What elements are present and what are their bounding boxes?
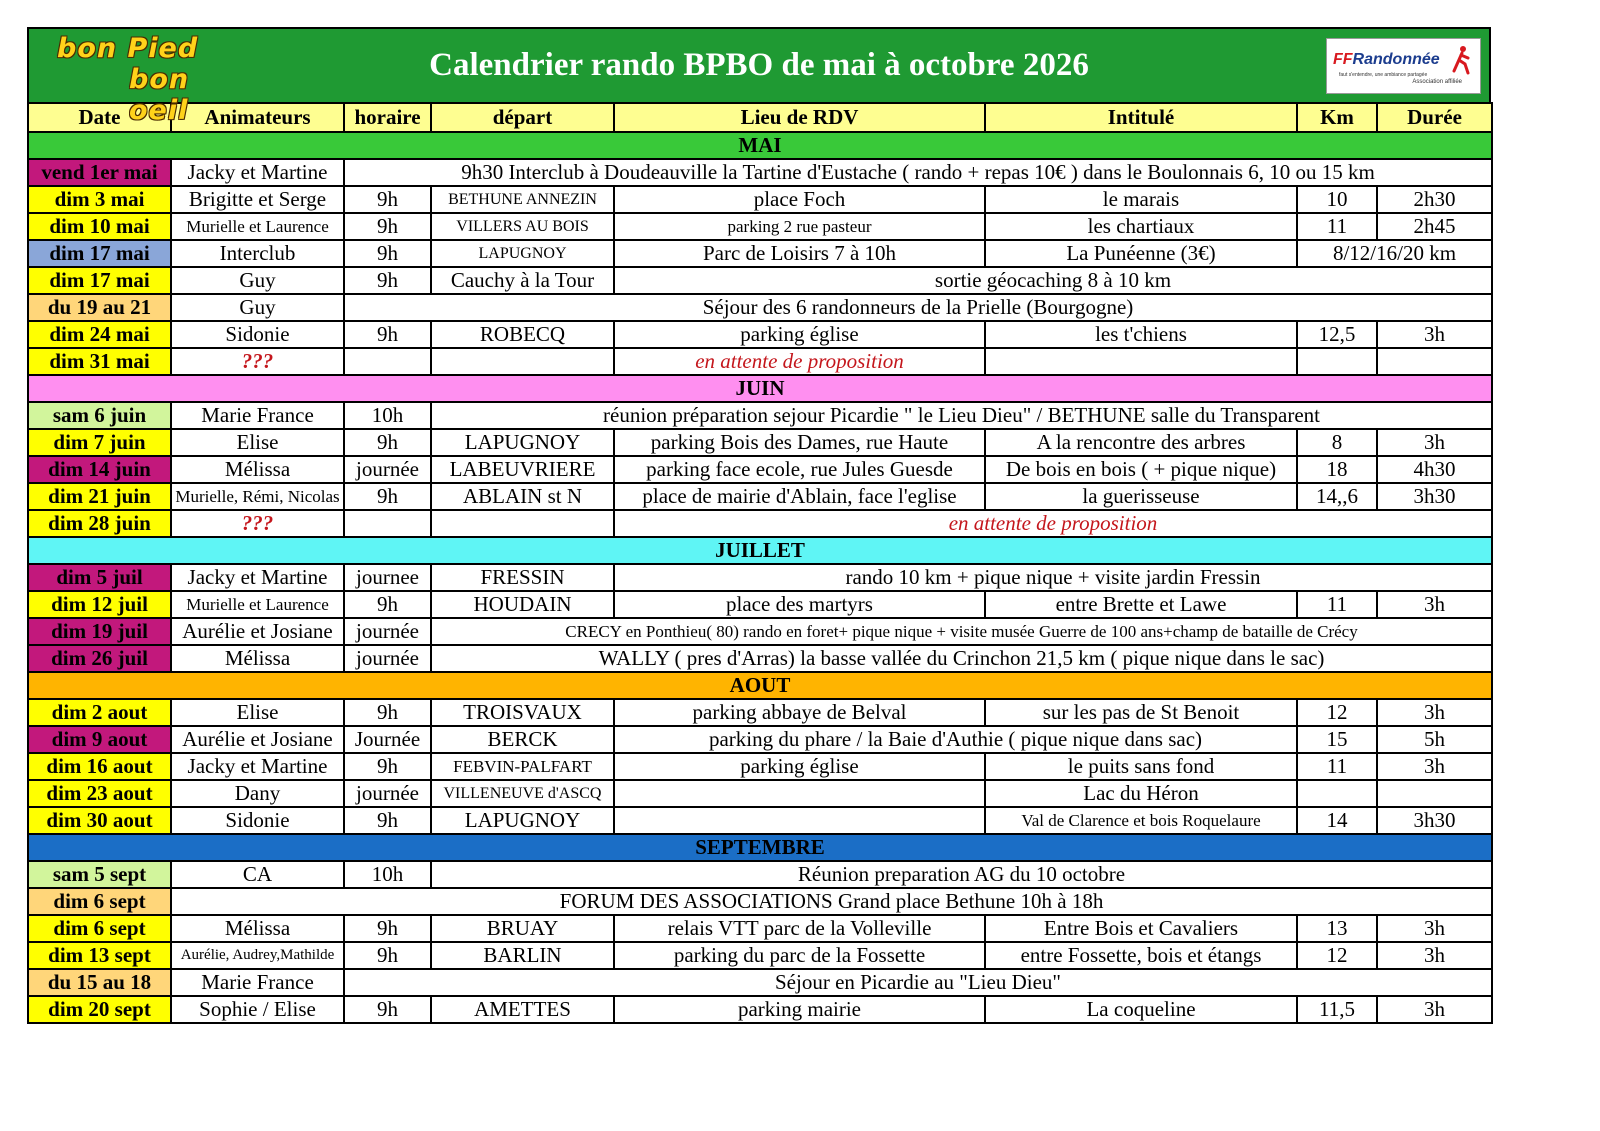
intitule-cell: De bois en bois ( + pique nique) bbox=[985, 456, 1297, 483]
km-cell bbox=[1297, 348, 1377, 375]
date-cell: dim 7 juin bbox=[28, 429, 171, 456]
month-row bbox=[28, 132, 1492, 159]
table-row bbox=[28, 321, 1492, 348]
horaire-cell: 9h bbox=[344, 699, 431, 726]
horaire-cell: 9h bbox=[344, 483, 431, 510]
date-cell: dim 13 sept bbox=[28, 942, 171, 969]
table-row bbox=[28, 456, 1492, 483]
ffr-affiliation: Association affiliée bbox=[1412, 79, 1462, 85]
table-row bbox=[28, 348, 1492, 375]
table-row bbox=[28, 915, 1492, 942]
animateurs-cell: Elise bbox=[171, 699, 344, 726]
animateurs-cell: Mélissa bbox=[171, 915, 344, 942]
date-cell: dim 3 mai bbox=[28, 186, 171, 213]
event-cell: rando 10 km + pique nique + visite jardin Fressin bbox=[614, 564, 1492, 591]
ffrandonnee-logo bbox=[1326, 38, 1481, 94]
lieu-cell: parking abbaye de Belval bbox=[614, 699, 985, 726]
lieu-cell: place Foch bbox=[614, 186, 985, 213]
ffr-brand: FFRandonnée bbox=[1333, 51, 1440, 68]
date-cell: dim 14 juin bbox=[28, 456, 171, 483]
event-cell: FORUM DES ASSOCIATIONS Grand place Bethune 10h à 18h bbox=[171, 888, 1492, 915]
table-row bbox=[28, 753, 1492, 780]
date-cell: dim 28 juin bbox=[28, 510, 171, 537]
event-cell: WALLY ( pres d'Arras) la basse vallée du Crinchon 21,5 km ( pique nique dans le sac) bbox=[431, 645, 1492, 672]
table-row bbox=[28, 942, 1492, 969]
date-cell: dim 16 aout bbox=[28, 753, 171, 780]
date-cell: du 15 au 18 bbox=[28, 969, 171, 996]
event-cell: Séjour des 6 randonneurs de la Prielle (Bourgogne) bbox=[344, 294, 1492, 321]
animateurs-cell: Murielle et Laurence bbox=[171, 213, 344, 240]
logo-line-1: bon Pied bbox=[57, 33, 199, 64]
km-duree-cell: 8/12/16/20 km bbox=[1297, 240, 1492, 267]
horaire-cell: 9h bbox=[344, 915, 431, 942]
horaire-cell bbox=[344, 348, 431, 375]
date-cell: dim 6 sept bbox=[28, 915, 171, 942]
table-row bbox=[28, 888, 1492, 915]
depart-cell: LAPUGNOY bbox=[431, 807, 614, 834]
lieu-cell: place des martyrs bbox=[614, 591, 985, 618]
duree-cell: 3h30 bbox=[1377, 807, 1492, 834]
animateurs-cell: Sidonie bbox=[171, 807, 344, 834]
animateurs-cell: Mélissa bbox=[171, 456, 344, 483]
table-row bbox=[28, 267, 1492, 294]
table-row bbox=[28, 996, 1492, 1023]
month-label: SEPTEMBRE bbox=[28, 834, 1492, 861]
month-label: AOUT bbox=[28, 672, 1492, 699]
km-cell: 15 bbox=[1297, 726, 1377, 753]
horaire-cell: 9h bbox=[344, 240, 431, 267]
km-cell: 10 bbox=[1297, 186, 1377, 213]
intitule-cell: entre Fossette, bois et étangs bbox=[985, 942, 1297, 969]
km-cell: 12,5 bbox=[1297, 321, 1377, 348]
animateurs-cell: Marie France bbox=[171, 402, 344, 429]
table-row bbox=[28, 186, 1492, 213]
duree-cell: 3h bbox=[1377, 321, 1492, 348]
km-cell: 14 bbox=[1297, 807, 1377, 834]
depart-cell: TROISVAUX bbox=[431, 699, 614, 726]
animateurs-cell: CA bbox=[171, 861, 344, 888]
column-header: Lieu de RDV bbox=[614, 103, 985, 132]
animateurs-cell: Aurélie et Josiane bbox=[171, 726, 344, 753]
intitule-cell: Entre Bois et Cavaliers bbox=[985, 915, 1297, 942]
animateurs-cell: ??? bbox=[171, 510, 344, 537]
date-cell: dim 31 mai bbox=[28, 348, 171, 375]
duree-cell: 3h bbox=[1377, 591, 1492, 618]
duree-cell bbox=[1377, 348, 1492, 375]
event-cell: CRECY en Ponthieu( 80) rando en foret+ pique nique + visite musée Guerre de 100 ans+champ de bataille de Crécy bbox=[431, 618, 1492, 645]
logo-line-2: bon oeil bbox=[129, 64, 190, 126]
horaire-cell: 9h bbox=[344, 186, 431, 213]
lieu-cell: en attente de proposition bbox=[614, 348, 985, 375]
km-cell: 18 bbox=[1297, 456, 1377, 483]
table-row bbox=[28, 780, 1492, 807]
month-row bbox=[28, 375, 1492, 402]
animateurs-cell: Aurélie et Josiane bbox=[171, 618, 344, 645]
table-row bbox=[28, 969, 1492, 996]
km-cell: 13 bbox=[1297, 915, 1377, 942]
animateurs-cell: Sophie / Elise bbox=[171, 996, 344, 1023]
table-row bbox=[28, 483, 1492, 510]
intitule-cell: sur les pas de St Benoit bbox=[985, 699, 1297, 726]
month-label: MAI bbox=[28, 132, 1492, 159]
horaire-cell: 10h bbox=[344, 402, 431, 429]
horaire-cell: journee bbox=[344, 564, 431, 591]
km-cell: 11 bbox=[1297, 591, 1377, 618]
lieu-cell: relais VTT parc de la Volleville bbox=[614, 915, 985, 942]
horaire-cell: 9h bbox=[344, 321, 431, 348]
animateurs-cell: ??? bbox=[171, 348, 344, 375]
month-label: JUIN bbox=[28, 375, 1492, 402]
duree-cell bbox=[1377, 780, 1492, 807]
duree-cell: 2h45 bbox=[1377, 213, 1492, 240]
duree-cell: 3h bbox=[1377, 915, 1492, 942]
event-cell: en attente de proposition bbox=[614, 510, 1492, 537]
horaire-cell: 9h bbox=[344, 429, 431, 456]
horaire-cell: journée bbox=[344, 456, 431, 483]
column-header: Km bbox=[1297, 103, 1377, 132]
event-cell: sortie géocaching 8 à 10 km bbox=[614, 267, 1492, 294]
date-cell: dim 2 aout bbox=[28, 699, 171, 726]
lieu-cell: parking face ecole, rue Jules Guesde bbox=[614, 456, 985, 483]
event-cell: réunion préparation sejour Picardie " le Lieu Dieu" / BETHUNE salle du Transparent bbox=[431, 402, 1492, 429]
animateurs-cell: Brigitte et Serge bbox=[171, 186, 344, 213]
date-cell: vend 1er mai bbox=[28, 159, 171, 186]
km-cell: 14,,6 bbox=[1297, 483, 1377, 510]
duree-cell: 4h30 bbox=[1377, 456, 1492, 483]
column-header: départ bbox=[431, 103, 614, 132]
depart-cell: HOUDAIN bbox=[431, 591, 614, 618]
depart-cell: LAPUGNOY bbox=[431, 240, 614, 267]
duree-cell: 3h bbox=[1377, 996, 1492, 1023]
lieu-cell: parking 2 rue pasteur bbox=[614, 213, 985, 240]
horaire-cell: 9h bbox=[344, 213, 431, 240]
depart-cell: BERCK bbox=[431, 726, 614, 753]
depart-cell: BRUAY bbox=[431, 915, 614, 942]
table-row bbox=[28, 294, 1492, 321]
depart-cell: LAPUGNOY bbox=[431, 429, 614, 456]
animateurs-cell: Marie France bbox=[171, 969, 344, 996]
date-cell: dim 5 juil bbox=[28, 564, 171, 591]
page-title: Calendrier rando BPBO de mai à octobre 2026 bbox=[429, 47, 1089, 83]
intitule-cell: la guerisseuse bbox=[985, 483, 1297, 510]
table-row bbox=[28, 429, 1492, 456]
intitule-cell: le marais bbox=[985, 186, 1297, 213]
depart-cell: FRESSIN bbox=[431, 564, 614, 591]
animateurs-cell: Jacky et Martine bbox=[171, 564, 344, 591]
depart-cell: LABEUVRIERE bbox=[431, 456, 614, 483]
lieu-cell: Parc de Loisirs 7 à 10h bbox=[614, 240, 985, 267]
km-cell: 11 bbox=[1297, 213, 1377, 240]
depart-cell: ABLAIN st N bbox=[431, 483, 614, 510]
table-row bbox=[28, 618, 1492, 645]
hiker-icon bbox=[1450, 45, 1472, 75]
animateurs-cell: Mélissa bbox=[171, 645, 344, 672]
animateurs-cell: Interclub bbox=[171, 240, 344, 267]
intitule-cell: Lac du Héron bbox=[985, 780, 1297, 807]
date-cell: dim 30 aout bbox=[28, 807, 171, 834]
depart-cell: ROBECQ bbox=[431, 321, 614, 348]
depart-cell: BARLIN bbox=[431, 942, 614, 969]
intitule-cell: Val de Clarence et bois Roquelaure bbox=[985, 807, 1297, 834]
km-cell: 11 bbox=[1297, 753, 1377, 780]
column-header: Intitulé bbox=[985, 103, 1297, 132]
horaire-cell: 9h bbox=[344, 942, 431, 969]
horaire-cell: journée bbox=[344, 645, 431, 672]
km-cell: 8 bbox=[1297, 429, 1377, 456]
duree-cell: 3h bbox=[1377, 429, 1492, 456]
column-header: Animateurs bbox=[171, 103, 344, 132]
lieu-cell: parking du parc de la Fossette bbox=[614, 942, 985, 969]
table-row bbox=[28, 645, 1492, 672]
date-cell: dim 24 mai bbox=[28, 321, 171, 348]
animateurs-cell: Sidonie bbox=[171, 321, 344, 348]
animateurs-cell: Jacky et Martine bbox=[171, 159, 344, 186]
date-cell: dim 17 mai bbox=[28, 240, 171, 267]
date-cell: dim 20 sept bbox=[28, 996, 171, 1023]
table-row bbox=[28, 807, 1492, 834]
km-cell: 11,5 bbox=[1297, 996, 1377, 1023]
duree-cell: 5h bbox=[1377, 726, 1492, 753]
ffr-tagline: faut s'entendre, une ambiance partagée bbox=[1339, 72, 1428, 78]
horaire-cell: 9h bbox=[344, 996, 431, 1023]
duree-cell: 3h bbox=[1377, 753, 1492, 780]
lieu-cell: parking mairie bbox=[614, 996, 985, 1023]
animateurs-cell: Jacky et Martine bbox=[171, 753, 344, 780]
km-cell bbox=[1297, 780, 1377, 807]
animateurs-cell: Dany bbox=[171, 780, 344, 807]
km-cell: 12 bbox=[1297, 699, 1377, 726]
depart-cell: VILLERS AU BOIS bbox=[431, 213, 614, 240]
intitule-cell: A la rencontre des arbres bbox=[985, 429, 1297, 456]
table-row bbox=[28, 213, 1492, 240]
depart-cell: VILLENEUVE d'ASCQ bbox=[431, 780, 614, 807]
column-header: horaire bbox=[344, 103, 431, 132]
horaire-cell: journée bbox=[344, 618, 431, 645]
depart-cell bbox=[431, 510, 614, 537]
table-row bbox=[28, 699, 1492, 726]
horaire-cell: journée bbox=[344, 780, 431, 807]
date-cell: dim 19 juil bbox=[28, 618, 171, 645]
duree-cell: 3h bbox=[1377, 699, 1492, 726]
duree-cell: 2h30 bbox=[1377, 186, 1492, 213]
intitule-cell: le puits sans fond bbox=[985, 753, 1297, 780]
date-cell: dim 26 juil bbox=[28, 645, 171, 672]
horaire-cell: 10h bbox=[344, 861, 431, 888]
horaire-cell: Journée bbox=[344, 726, 431, 753]
month-row bbox=[28, 672, 1492, 699]
depart-cell: BETHUNE ANNEZIN bbox=[431, 186, 614, 213]
intitule-cell bbox=[985, 348, 1297, 375]
date-cell: dim 17 mai bbox=[28, 267, 171, 294]
lieu-cell: parking église bbox=[614, 753, 985, 780]
lieu-cell: parking Bois des Dames, rue Haute bbox=[614, 429, 985, 456]
animateurs-cell: Murielle et Laurence bbox=[171, 591, 344, 618]
date-cell: dim 12 juil bbox=[28, 591, 171, 618]
horaire-cell: 9h bbox=[344, 591, 431, 618]
km-cell: 12 bbox=[1297, 942, 1377, 969]
date-cell: dim 23 aout bbox=[28, 780, 171, 807]
date-cell: dim 9 aout bbox=[28, 726, 171, 753]
month-row bbox=[28, 834, 1492, 861]
animateurs-cell: Aurélie, Audrey,Mathilde bbox=[171, 942, 344, 969]
table-row bbox=[28, 564, 1492, 591]
date-cell: dim 10 mai bbox=[28, 213, 171, 240]
table-row bbox=[28, 591, 1492, 618]
horaire-cell bbox=[344, 510, 431, 537]
intitule-cell: La coqueline bbox=[985, 996, 1297, 1023]
event-cell: 9h30 Interclub à Doudeauville la Tartine d'Eustache ( rando + repas 10€ ) dans le Boulonnais 6, 10 ou 15 km bbox=[344, 159, 1492, 186]
depart-cell bbox=[431, 348, 614, 375]
lieu-cell bbox=[614, 807, 985, 834]
table-row bbox=[28, 240, 1492, 267]
calendar-table bbox=[27, 102, 1493, 1024]
duree-cell: 3h30 bbox=[1377, 483, 1492, 510]
animateurs-cell: Elise bbox=[171, 429, 344, 456]
animateurs-cell: Guy bbox=[171, 267, 344, 294]
event-cell: Réunion preparation AG du 10 octobre bbox=[431, 861, 1492, 888]
lieu-intitule-cell: parking du phare / la Baie d'Authie ( pique nique dans sac) bbox=[614, 726, 1297, 753]
table-row bbox=[28, 402, 1492, 429]
table-row bbox=[28, 510, 1492, 537]
intitule-cell: les t'chiens bbox=[985, 321, 1297, 348]
month-row bbox=[28, 537, 1492, 564]
horaire-cell: 9h bbox=[344, 267, 431, 294]
table-row bbox=[28, 159, 1492, 186]
date-cell: sam 5 sept bbox=[28, 861, 171, 888]
month-label: JUILLET bbox=[28, 537, 1492, 564]
horaire-cell: 9h bbox=[344, 807, 431, 834]
column-header: Date bbox=[28, 103, 171, 132]
table-row bbox=[28, 861, 1492, 888]
depart-cell: Cauchy à la Tour bbox=[431, 267, 614, 294]
column-header: Durée bbox=[1377, 103, 1492, 132]
animateurs-cell: Murielle, Rémi, Nicolas bbox=[171, 483, 344, 510]
date-cell: dim 21 juin bbox=[28, 483, 171, 510]
depart-cell: FEBVIN-PALFART bbox=[431, 753, 614, 780]
depart-cell: AMETTES bbox=[431, 996, 614, 1023]
horaire-cell: 9h bbox=[344, 753, 431, 780]
lieu-cell: parking église bbox=[614, 321, 985, 348]
date-cell: du 19 au 21 bbox=[28, 294, 171, 321]
date-cell: sam 6 juin bbox=[28, 402, 171, 429]
lieu-cell: place de mairie d'Ablain, face l'eglise bbox=[614, 483, 985, 510]
intitule-cell: les chartiaux bbox=[985, 213, 1297, 240]
duree-cell: 3h bbox=[1377, 942, 1492, 969]
calendar-sheet bbox=[27, 27, 1491, 1024]
event-cell: Séjour en Picardie au "Lieu Dieu" bbox=[344, 969, 1492, 996]
animateurs-cell: Guy bbox=[171, 294, 344, 321]
intitule-cell: entre Brette et Lawe bbox=[985, 591, 1297, 618]
lieu-cell bbox=[614, 780, 985, 807]
table-row bbox=[28, 726, 1492, 753]
date-cell: dim 6 sept bbox=[28, 888, 171, 915]
intitule-cell: La Punéenne (3€) bbox=[985, 240, 1297, 267]
